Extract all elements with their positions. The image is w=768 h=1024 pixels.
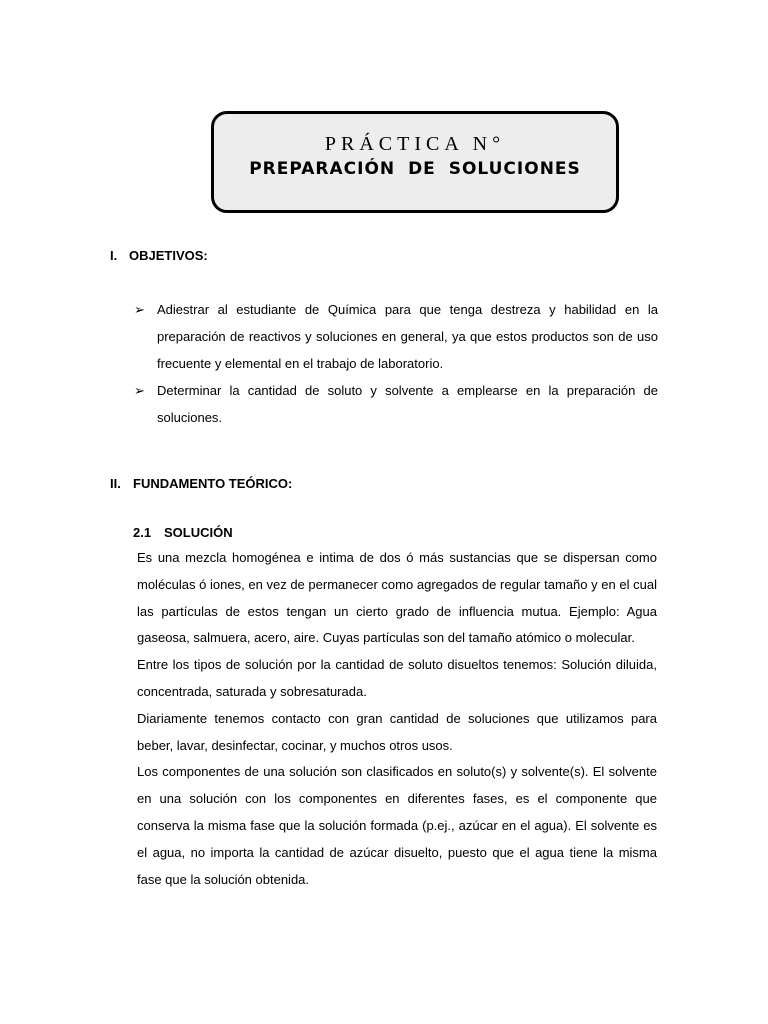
solucion-body [137,545,657,893]
paragraph: Es una mezcla homogénea e intima de dos ó más sustancias que se dispersan como moléculas ó iones, en vez de permanecer como agregados de regular tamaño y en el cual las partículas de estos tengan un cierto grado de influencia mutua. Ejemplo: Agua gaseosa, salmuera, acero, aire. Cuyas partículas son del tamaño atómico o molecular. [137,550,657,646]
section-title: FUNDAMENTO TEÓRICO: [133,476,293,491]
paragraph: Entre los tipos de solución por la cantidad de soluto disueltos tenemos: Solución diluida, concentrada, saturada y sobresaturada. [137,657,657,699]
subsection-number: 2.1 [133,525,152,540]
list-item [134,296,658,377]
section-number: II. [110,476,121,491]
list-item-text: Adiestrar al estudiante de Química para que tenga destreza y habilidad en la preparación de reactivos y soluciones en general, ya que estos productos son de uso frecuente y elemental en el trabajo de laboratorio. [157,302,658,371]
subsection-title: SOLUCIÓN [164,525,233,540]
arrow-bullet-icon: ➢ [134,383,145,398]
practice-subtitle: PREPARACIÓN DE SOLUCIONES [249,159,581,179]
list-item-text: Determinar la cantidad de soluto y solvente a emplearse en la preparación de soluciones. [157,383,658,425]
section-fundamento-heading [110,476,292,492]
section-number: I. [110,248,118,263]
section-title: OBJETIVOS: [129,248,208,263]
practice-title: PRÁCTICA N° [324,133,506,155]
arrow-bullet-icon: ➢ [134,302,145,317]
paragraph: Los componentes de una solución son clasificados en soluto(s) y solvente(s). El solvente en una solución con los componentes en diferentes fases, es el componente que conserva la misma fase que la solución formada (p.ej., azúcar en el agua). El solvente es el agua, no importa la cantidad de azúcar disuelto, puesto que el agua tiene la misma fase que la solución obtenida. [137,764,657,887]
paragraph: Diariamente tenemos contacto con gran cantidad de soluciones que utilizamos para beber, lavar, desinfectar, cocinar, y muchos otros usos. [137,710,657,753]
section-objetivos-heading [110,248,208,264]
objectives-list [134,296,658,431]
subsection-solucion-heading [133,525,233,541]
list-item [134,377,658,431]
title-box [211,111,619,213]
